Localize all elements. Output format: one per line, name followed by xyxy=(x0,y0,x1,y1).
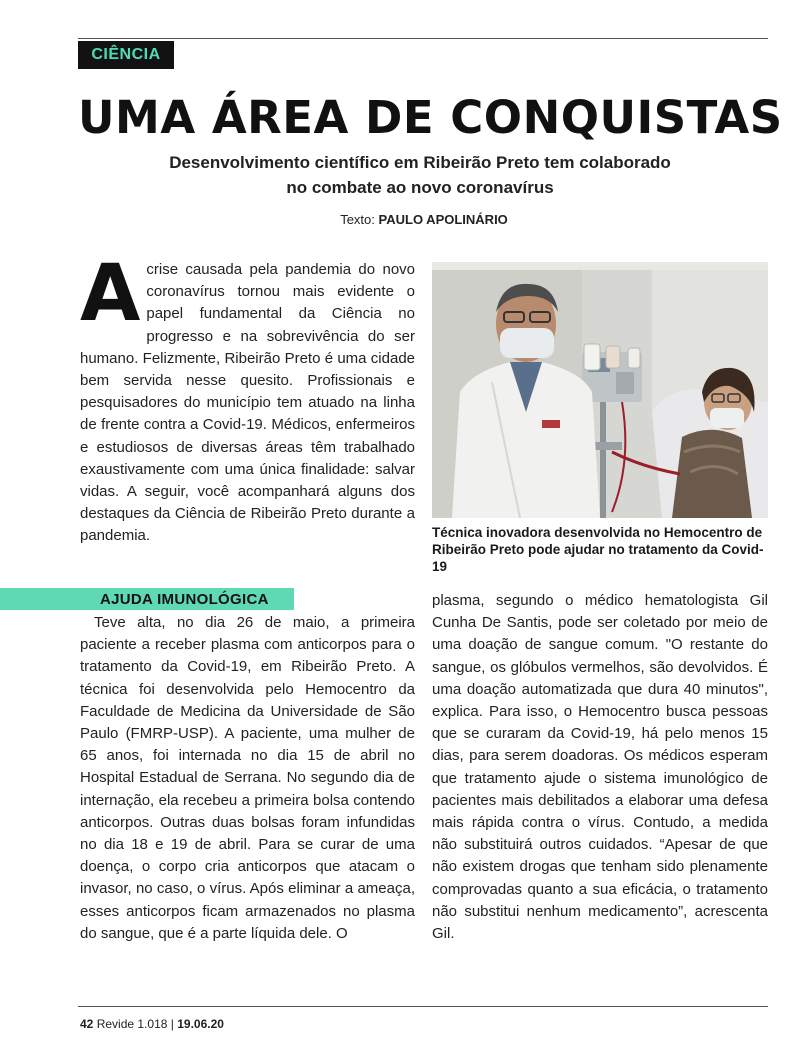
byline xyxy=(78,212,770,227)
page-footer xyxy=(80,1017,224,1031)
byline-label: Texto: xyxy=(340,212,375,227)
drop-cap: A xyxy=(80,249,141,339)
section-right-column xyxy=(432,590,768,945)
section-right-text: plasma, segundo o médico hematologista Gil Cunha De Santis, pode ser coletado por meio de uma doação de sangue comum. "O restante do sangue, os glóbulos vermelhos, são devolvidos. É uma doação automatizada que dura 40 minutos", explica. Para isso, o Hemocentro busca pessoas que se curaram da Covid-19, há pelo menos 15 dias, para serem doadoras. Os médicos esperam que tratamento ajude o sistema imunológico de pacientes mais debilitados a elaborar uma defesa mais rápida contra o vírus. Contudo, a medida não substituirá outros cuidados. “Apesar de que não existem drogas que tenham sido plenamente comprovadas quanto a sua eficácia, o tratamento não substitui nenhum medicamento”, acrescenta Gil. xyxy=(432,592,768,943)
photo-illustration xyxy=(432,262,768,518)
section-left-column xyxy=(80,612,415,945)
bottom-rule xyxy=(78,1006,768,1007)
section-heading: AJUDA IMUNOLÓGICA xyxy=(100,591,269,608)
footer-separator: | xyxy=(170,1017,174,1031)
top-rule xyxy=(78,38,768,39)
section-tag: CIÊNCIA xyxy=(78,41,174,69)
byline-author: PAULO APOLINÁRIO xyxy=(378,212,508,227)
section-left-text: Teve alta, no dia 26 de maio, a primeira paciente a receber plasma com anticorpos para o tratamento da Covid-19, em Ribeirão Preto. A técnica foi desenvolvida pelo Hemocentro da Faculdade de Medicina da Universidade de São Paulo (FMRP-USP). A paciente, uma mulher de 65 anos, foi internada no dia 15 de abril no Hospital Estadual de Serrana. No segundo dia de internação, ela recebeu a primeira bolsa contendo anticorpos. Outras duas bolsas foram infundidas no dia 18 e 19 de abril. Para se curar de uma doença, o corpo cria anticorpos que atacam o invasor, no caso, o vírus. Após eliminar a ameaça, esses anticorpos ficam armazenados no plasma do sangue, que é a parte líquida dele. O xyxy=(80,614,415,942)
issue-date: 19.06.20 xyxy=(177,1017,224,1031)
intro-paragraph xyxy=(80,249,415,548)
publication-name: Revide 1.018 xyxy=(96,1017,168,1031)
intro-text: crise causada pela pandemia do novo coronavírus tornou mais evidente o papel fundamental da Ciência no progresso e na sobrevivência do ser humano. Felizmente, Ribeirão Preto é uma cidade bem servida nesse quesito. Profissionais e pesquisadores do município tem atuado na linha de frente contra a Covid-19. Médicos, enfermeiros e estudiosos de diversas áreas têm trabalhado exaustivamente com uma única finalidade: salvar vidas. A seguir, você acompanhará alguns dos destaques da Ciência de Ribeirão Preto durante a pandemia. xyxy=(80,261,415,545)
page-number: 42 xyxy=(80,1017,94,1031)
article-title: UMA ÁREA DE CONQUISTAS xyxy=(78,91,783,144)
article-photo xyxy=(432,262,768,518)
photo-caption: Técnica inovadora desenvolvida no Hemocentro de Ribeirão Preto pode ajudar no tratamento da Covid-19 xyxy=(432,525,764,574)
article-subtitle: Desenvolvimento científico em Ribeirão Preto tem colaborado no combate ao novo coronavírus xyxy=(169,153,671,197)
